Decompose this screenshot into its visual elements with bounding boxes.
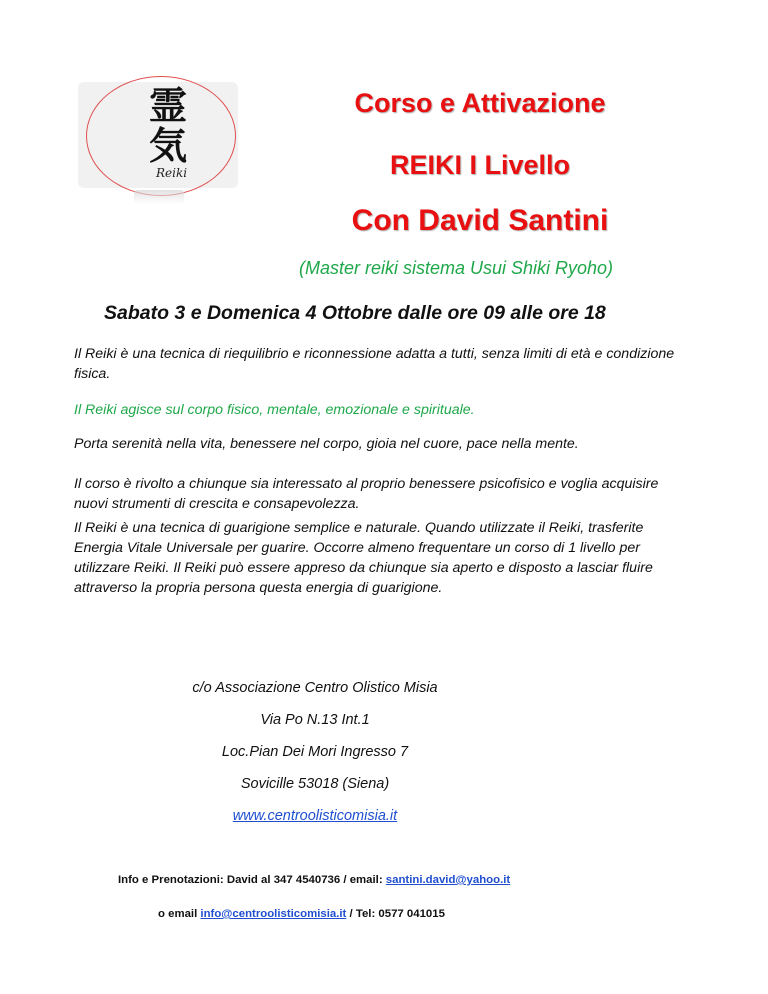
info-line-2-suffix: / Tel: 0577 041015 xyxy=(346,908,445,920)
email-link-info[interactable]: info@centroolisticomisia.it xyxy=(200,908,347,920)
info-line-1 xyxy=(118,874,510,886)
subtitle: (Master reiki sistema Usui Shiki Ryoho) xyxy=(298,258,614,278)
address-line-2: Via Po N.13 Int.1 xyxy=(260,712,370,728)
logo-script: Reiki xyxy=(156,166,188,180)
paragraph-5: Il Reiki è una tecnica di guarigione semplice e naturale. Quando utilizzate il Reiki, trasferite Energia Vitale Universale per guarire. Occorre almeno frequentare un corso di 1 livello per utilizzare Reiki. Il Reiki può essere appreso da chiunque sia aperto e disposto a lasciar fluire attraverso la propria persona questa energia di guarigione. xyxy=(74,520,653,596)
reiki-logo xyxy=(78,82,238,188)
info-line-2-prefix: o email xyxy=(158,908,201,920)
logo-reflection xyxy=(134,190,184,204)
title-line-2: REIKI I Livello xyxy=(389,150,571,180)
paragraph-2: Il Reiki agisce sul corpo fisico, mentale, emozionale e spirituale. xyxy=(74,402,475,418)
address-line-4: Sovicille 53018 (Siena) xyxy=(240,776,390,792)
email-link-david[interactable]: santini.david@yahoo.it xyxy=(385,874,511,886)
logo-kanji-rei: 霊 xyxy=(148,83,187,128)
paragraph-3: Porta serenità nella vita, benessere nel corpo, gioia nel cuore, pace nella mente. xyxy=(74,436,579,452)
logo-kanji-ki: 気 xyxy=(148,123,187,168)
info-line-2 xyxy=(158,908,445,920)
title-line-1: Corso e Attivazione xyxy=(354,88,606,118)
address-website-line xyxy=(150,808,480,824)
address-line-1: c/o Associazione Centro Olistico Misia xyxy=(192,680,438,696)
paragraph-1: Il Reiki è una tecnica di riequilibrio e riconnessione adatta a tutti, senza limiti di età e condizione fisica. xyxy=(74,346,675,382)
website-link[interactable]: www.centroolisticomisia.it xyxy=(232,808,398,824)
course-dates: Sabato 3 e Domenica 4 Ottobre dalle ore 09 alle ore 18 xyxy=(104,302,606,324)
info-line-1-text: Info e Prenotazioni: David al 347 4540736 / email: xyxy=(118,874,386,886)
logo-kanji xyxy=(138,83,198,168)
title-line-3: Con David Santini xyxy=(351,204,609,237)
paragraph-4: Il corso è rivolto a chiunque sia interessato al proprio benessere psicofisico e voglia acquisire nuovi strumenti di crescita e consapevolezza. xyxy=(74,476,659,512)
address-line-3: Loc.Pian Dei Mori Ingresso 7 xyxy=(221,744,409,760)
